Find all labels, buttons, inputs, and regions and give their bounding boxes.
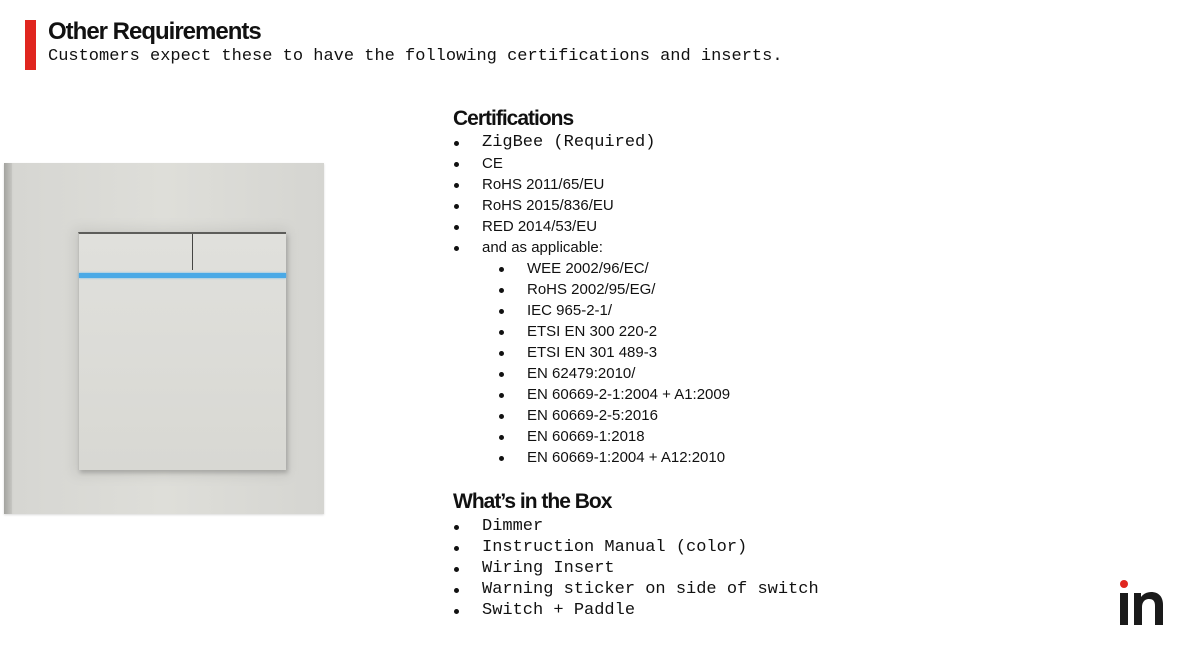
led-indicator-strip bbox=[79, 273, 286, 278]
certifications-heading: Certifications bbox=[453, 107, 574, 130]
page-subtitle: Customers expect these to have the following certifications and inserts. bbox=[48, 47, 783, 66]
list-item: IEC 965-2-1/ bbox=[498, 300, 730, 321]
list-item: RoHS 2002/95/EG/ bbox=[498, 279, 730, 300]
list-item: EN 60669-1:2018 bbox=[498, 426, 730, 447]
list-item: EN 60669-1:2004 + A12:2010 bbox=[498, 447, 730, 468]
list-item: EN 60669-2-5:2016 bbox=[498, 405, 730, 426]
switch-paddle bbox=[78, 232, 286, 470]
list-item: Switch + Paddle bbox=[453, 600, 819, 621]
list-item: and as applicable: bbox=[453, 237, 655, 258]
box-contents-heading: What’s in the Box bbox=[453, 490, 612, 513]
list-item: EN 60669-2-1:2004 + A1:2009 bbox=[498, 384, 730, 405]
box-contents-list bbox=[453, 516, 819, 621]
list-item: RED 2014/53/EU bbox=[453, 216, 655, 237]
list-item: Dimmer bbox=[453, 516, 819, 537]
list-item: ETSI EN 300 220-2 bbox=[498, 321, 730, 342]
title-accent-bar bbox=[25, 20, 36, 70]
list-item: ZigBee (Required) bbox=[453, 132, 655, 153]
list-item: Warning sticker on side of switch bbox=[453, 579, 819, 600]
applicable-certifications-list bbox=[498, 258, 730, 468]
switch-wall-plate bbox=[4, 163, 324, 514]
paddle-split-line bbox=[192, 234, 193, 270]
list-item: Wiring Insert bbox=[453, 558, 819, 579]
list-item: Instruction Manual (color) bbox=[453, 537, 819, 558]
in-logo-icon bbox=[1118, 579, 1166, 627]
list-item: CE bbox=[453, 153, 655, 174]
list-item: ETSI EN 301 489-3 bbox=[498, 342, 730, 363]
page-title: Other Requirements bbox=[48, 18, 261, 45]
switch-product-image bbox=[0, 150, 340, 525]
list-item: EN 62479:2010/ bbox=[498, 363, 730, 384]
certifications-list bbox=[453, 132, 655, 258]
list-item: WEE 2002/96/EC/ bbox=[498, 258, 730, 279]
list-item: RoHS 2015/836/EU bbox=[453, 195, 655, 216]
list-item: RoHS 2011/65/EU bbox=[453, 174, 655, 195]
